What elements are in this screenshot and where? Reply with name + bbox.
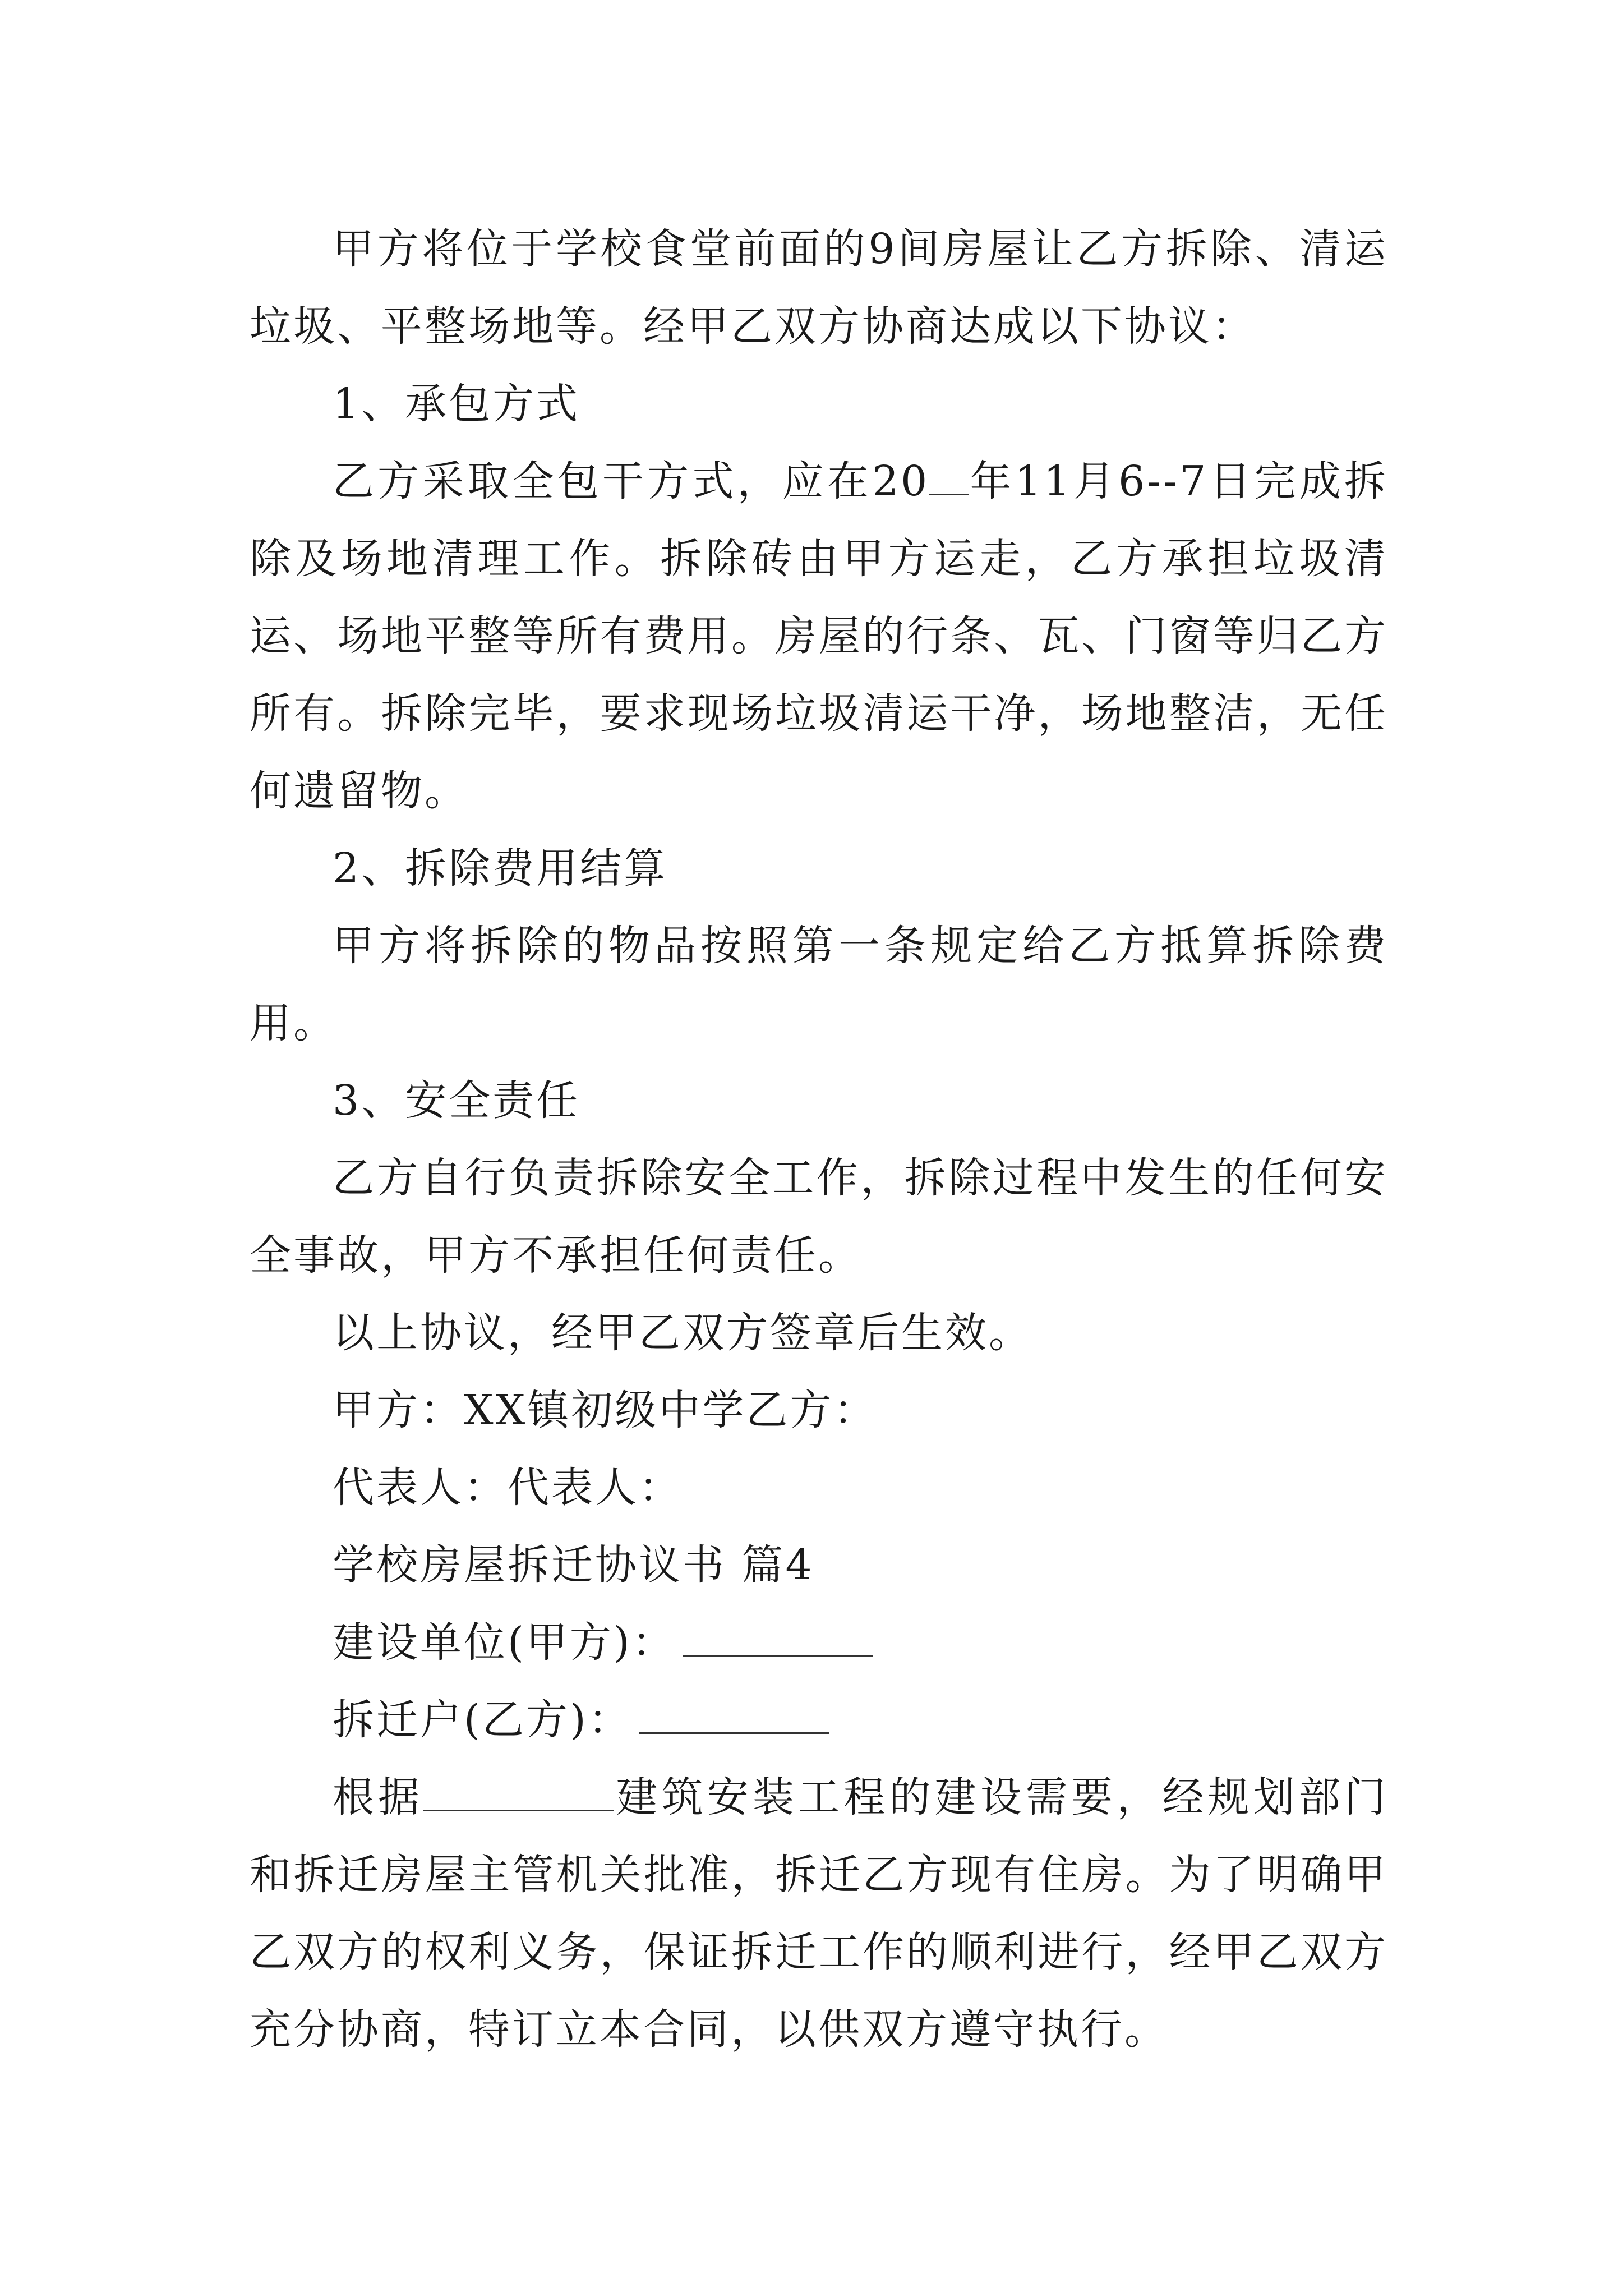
paragraph-contract-method-part1: 乙方采取全包干方式，应在20 [333,457,930,505]
paragraph-intro: 甲方将位于学校食堂前面的9间房屋让乙方拆除、清运垃圾、平整场地等。经甲乙双方协商达成以下协议： [250,225,1388,351]
construction-unit-label: 建设单位(甲方)： [333,1618,676,1667]
paragraph-basis-part2: 建筑安装工程的建设需要，经规划部门和拆迁房屋主管机关批准，拆迁乙方现有住房。为了明确甲乙双方的权利义务，保证拆迁工作的顺利进行，经甲乙双方充分协商，特订立本合同，以供双方遵守执行。 [250,1773,1389,2054]
paragraph-basis-part1: 根据 [333,1773,424,1821]
project-blank [423,1776,614,1811]
party-line: 甲方：XX镇初级中学乙方： [333,1386,878,1434]
paragraph-effective: 以上协议，经甲乙双方签章后生效。 [333,1309,1032,1357]
relocatee-blank [639,1699,829,1734]
paragraph-contract-method-part2: 年11月6--7日完成拆除及场地清理工作。拆除砖由甲方运走，乙方承担垃圾清运、场地平整等所有费用。房屋的行条、瓦、门窗等归乙方所有。拆除完毕，要求现场垃圾清运干净，场地整洁，无任何遗留物。 [250,457,1388,815]
section-title: 学校房屋拆迁协议书 篇4 [333,1541,814,1589]
year-blank [929,460,969,495]
representative-line: 代表人：代表人： [333,1464,683,1512]
relocatee-line [250,1681,1388,1759]
heading-safety: 3、安全责任 [333,1076,580,1125]
heading-fee-settlement: 2、拆除费用结算 [333,844,668,892]
construction-unit-line [250,1604,1388,1681]
document-body [250,210,1388,2068]
paragraph-basis [250,1759,1388,2068]
heading-contract-method: 1、承包方式 [333,380,580,428]
paragraph-fee-settlement: 甲方将拆除的物品按照第一条规定给乙方抵算拆除费用。 [250,922,1388,1047]
construction-unit-blank [683,1621,873,1657]
relocatee-label: 拆迁户(乙方)： [333,1696,632,1744]
paragraph-contract-method [250,443,1388,830]
paragraph-safety: 乙方自行负责拆除安全工作，拆除过程中发生的任何安全事故，甲方不承担任何责任。 [250,1154,1388,1280]
